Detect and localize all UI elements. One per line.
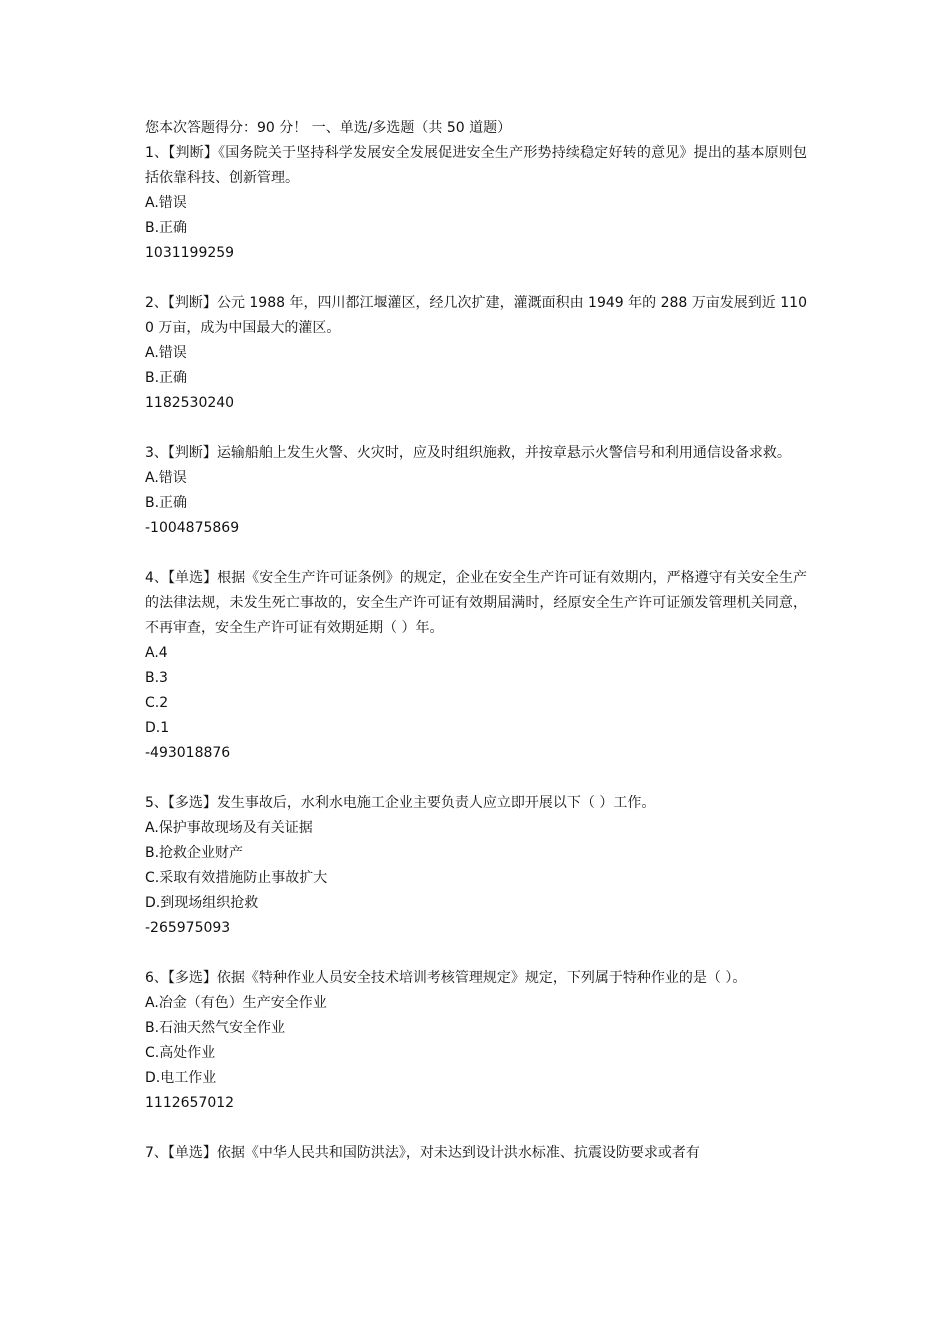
option-b: B.石油天然气安全作业 <box>145 1020 286 1036</box>
question-4 <box>145 566 807 766</box>
option-b: B.正确 <box>145 220 188 236</box>
document-page <box>145 116 807 1191</box>
option-d: D.1 <box>145 720 170 736</box>
option-a: A.4 <box>145 645 168 661</box>
question-text: 3、【判断】运输船舶上发生火警、火灾时，应及时组织施救，并按章悬示火警信号和利用通信设备求救。 <box>145 445 791 461</box>
question-text: 4、【单选】根据《安全生产许可证条例》的规定，企业在安全生产许可证有效期内，严格遵守有关安全生产的法律法规，未发生死亡事故的，安全生产许可证有效期届满时，经原安全生产许可证颁发管理机关同意，不再审查，安全生产许可证有效期延期（ ）年。 <box>145 570 807 636</box>
question-5 <box>145 791 807 941</box>
question-7 <box>145 1141 807 1166</box>
question-text: 1、【判断】《国务院关于坚持科学发展安全发展促进安全生产形势持续稳定好转的意见》提出的基本原则包括依靠科技、创新管理。 <box>145 145 807 186</box>
option-b: B.3 <box>145 670 168 686</box>
question-1 <box>145 141 807 266</box>
question-text: 7、【单选】依据《中华人民共和国防洪法》，对未达到设计洪水标准、抗震设防要求或者有 <box>145 1145 700 1161</box>
option-a: A.保护事故现场及有关证据 <box>145 820 313 836</box>
option-d: D.电工作业 <box>145 1070 217 1086</box>
option-c: C.高处作业 <box>145 1045 216 1061</box>
question-code: -493018876 <box>145 745 231 761</box>
option-b: B.抢救企业财产 <box>145 845 244 861</box>
option-a: A.错误 <box>145 470 187 486</box>
score-header: 您本次答题得分：90 分！ 一、单选/多选题（共 50 道题） <box>145 120 512 136</box>
option-a: A.错误 <box>145 345 187 361</box>
question-text: 2、【判断】公元 1988 年，四川都江堰灌区，经几次扩建，灌溉面积由 1949 年的 288 万亩发展到近 1100 万亩，成为中国最大的灌区。 <box>145 295 807 336</box>
option-c: C.2 <box>145 695 169 711</box>
question-code: -265975093 <box>145 920 231 936</box>
question-3 <box>145 441 807 541</box>
question-code: 1182530240 <box>145 395 235 411</box>
option-d: D.到现场组织抢救 <box>145 895 259 911</box>
option-a: A.冶金（有色）生产安全作业 <box>145 995 327 1011</box>
question-code: 1031199259 <box>145 245 235 261</box>
option-b: B.正确 <box>145 370 188 386</box>
option-b: B.正确 <box>145 495 188 511</box>
question-code: -1004875869 <box>145 520 240 536</box>
option-c: C.采取有效措施防止事故扩大 <box>145 870 328 886</box>
question-6 <box>145 966 807 1116</box>
option-a: A.错误 <box>145 195 187 211</box>
question-code: 1112657012 <box>145 1095 235 1111</box>
question-2 <box>145 291 807 416</box>
question-text: 6、【多选】依据《特种作业人员安全技术培训考核管理规定》规定，下列属于特种作业的是（ ）。 <box>145 970 747 986</box>
question-text: 5、【多选】发生事故后，水利水电施工企业主要负责人应立即开展以下（ ）工作。 <box>145 795 656 811</box>
